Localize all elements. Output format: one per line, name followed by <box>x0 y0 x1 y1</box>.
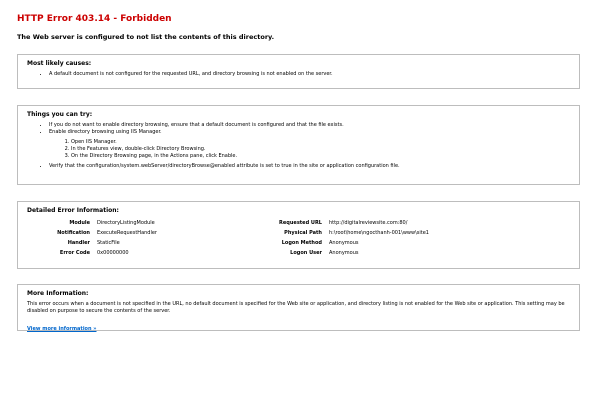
table-row <box>27 218 429 228</box>
step-item: 3. On the Directory Browsing page, in the Actions pane, click Enable. <box>71 153 570 160</box>
detail-value: ExecuteRequestHandler <box>97 230 157 236</box>
try-list <box>27 122 570 170</box>
detail-label: Handler <box>67 240 90 246</box>
page <box>0 0 600 41</box>
try-heading: Things you can try: <box>27 111 93 118</box>
list-item: • Verify that the configuration/system.webServer/directoryBrowse@enabled attribute is set to true in the site or application configuration file. <box>49 163 570 170</box>
detail-label: Logon Method <box>281 240 322 246</box>
page-title: HTTP Error 403.14 - Forbidden <box>17 14 172 24</box>
step-item: 1. Open IIS Manager. <box>71 139 570 146</box>
view-more-link[interactable]: View more information » <box>27 326 97 332</box>
details-heading: Detailed Error Information: <box>27 207 119 214</box>
try-panel <box>17 105 580 185</box>
details-table <box>27 218 429 258</box>
list-item <box>49 129 570 160</box>
causes-panel <box>17 54 580 89</box>
detail-value: http://digitalreviewsite.com:80/ <box>329 220 408 226</box>
detail-label: Notification <box>57 230 90 236</box>
detail-value: DirectoryListingModule <box>97 220 155 226</box>
detail-value: h:\root\home\ngocthanh-001\www\site1 <box>329 230 429 236</box>
table-row <box>27 238 429 248</box>
details-panel <box>17 201 580 269</box>
detail-value: Anonymous <box>329 250 359 256</box>
step-item: 2. In the Features view, double-click Directory Browsing. <box>71 146 570 153</box>
detail-label: Requested URL <box>279 220 322 226</box>
page-subtitle: The Web server is configured to not list the contents of this directory. <box>17 33 275 41</box>
list-item: • If you do not want to enable directory browsing, ensure that a default document is configured and that the file exists. <box>49 122 570 129</box>
detail-value: Anonymous <box>329 240 359 246</box>
steps-list <box>49 139 570 160</box>
list-item: • A default document is not configured for the requested URL, and directory browsing is not enabled on the server. <box>49 71 570 78</box>
causes-list <box>27 71 570 78</box>
detail-label: Logon User <box>290 250 322 256</box>
causes-heading: Most likely causes: <box>27 60 92 67</box>
more-info-text: This error occurs when a document is not specified in the URL, no default document is specified for the Web site or application, and directory listing is not enabled for the Web site or application. This setting may be disabled on purpose to secure the contents of the server. <box>27 301 565 314</box>
detail-value: StaticFile <box>97 240 120 246</box>
detail-value: 0x00000000 <box>97 250 129 256</box>
table-row <box>27 248 429 258</box>
list-item-text: Enable directory browsing using IIS Manager. <box>49 129 162 135</box>
more-info-panel <box>17 284 580 331</box>
detail-label: Module <box>69 220 90 226</box>
more-info-heading: More Information: <box>27 290 89 297</box>
table-row <box>27 228 429 238</box>
detail-label: Error Code <box>59 250 90 256</box>
detail-label: Physical Path <box>284 230 322 236</box>
